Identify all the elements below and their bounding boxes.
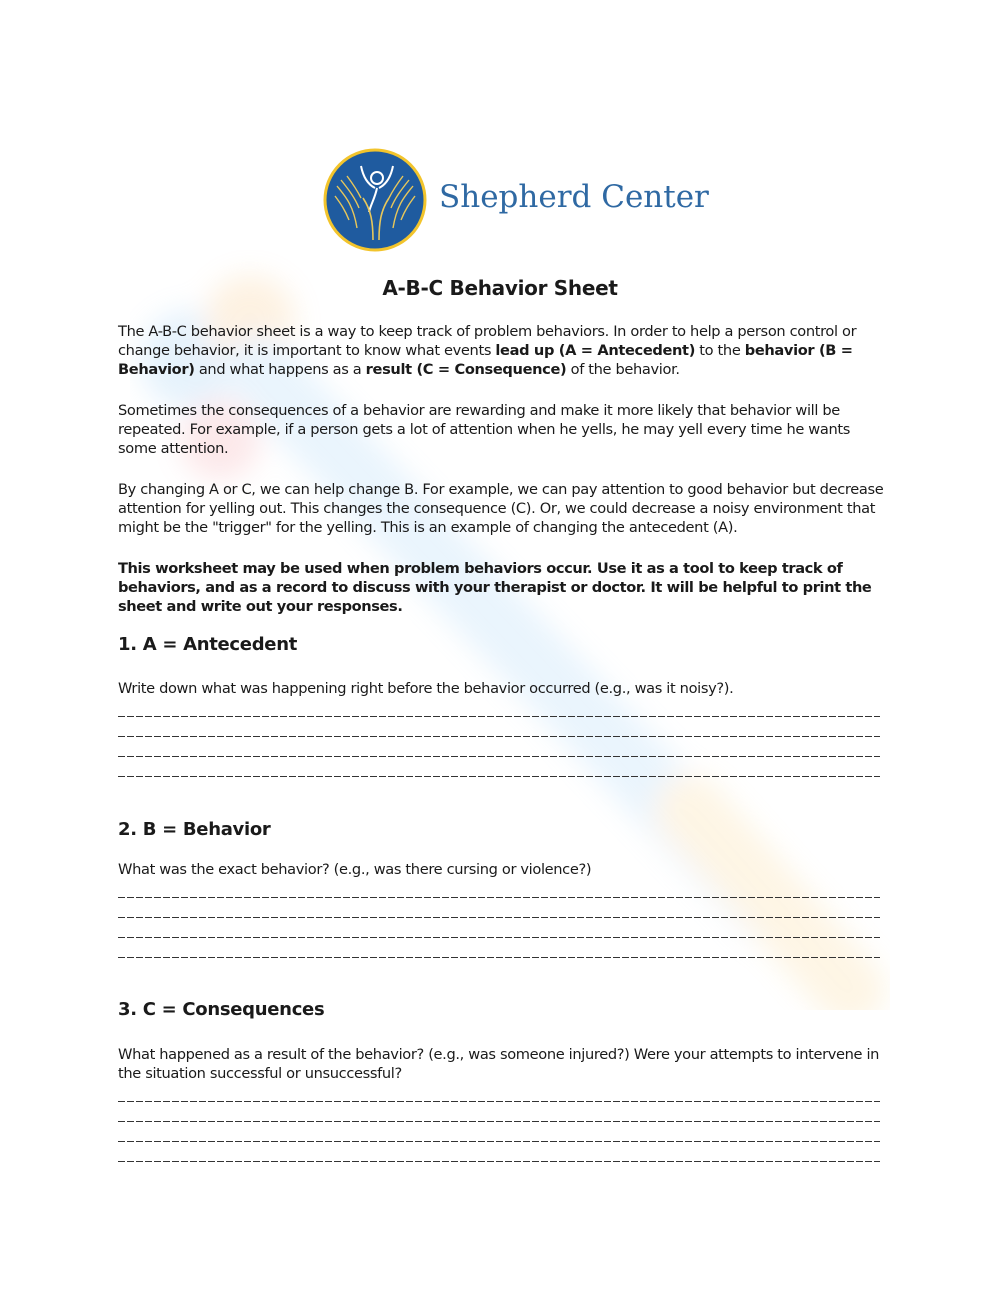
text-span: to the — [695, 342, 745, 359]
text-span: and what happens as a — [194, 361, 366, 378]
section-prompt-consequences: What happened as a result of the behavior? (e.g., was someone injured?) Were your attempts to intervene in the situation successful or unsuccessful? — [118, 1046, 880, 1082]
hands-raising-person-icon — [323, 148, 427, 252]
section-heading-antecedent: 1. A = Antecedent — [118, 634, 298, 655]
answer-line[interactable] — [118, 722, 880, 742]
answer-line[interactable] — [118, 923, 880, 943]
answer-line[interactable] — [118, 762, 880, 782]
section-heading-behavior: 2. B = Behavior — [118, 819, 271, 840]
answer-line[interactable] — [118, 1127, 880, 1147]
org-name: Shepherd Center — [439, 179, 709, 215]
section-prompt-antecedent: Write down what was happening right before the behavior occurred (e.g., was it noisy?). — [118, 680, 734, 697]
answer-lines-consequences[interactable] — [118, 1087, 880, 1167]
answer-line[interactable] — [118, 1087, 880, 1107]
answer-line[interactable] — [118, 883, 880, 903]
page-title: A-B-C Behavior Sheet — [382, 276, 618, 300]
answer-line[interactable] — [118, 903, 880, 923]
section-heading-consequences: 3. C = Consequences — [118, 999, 325, 1020]
behavior-emphasis: behavior (B = Behavior) — [118, 342, 853, 378]
answer-line[interactable] — [118, 702, 880, 722]
intro-paragraph-3: By changing A or C, we can help change B. For example, we can pay attention to good behavior but decrease attention for yelling out. This changes the consequence (C). Or, we could decrease a noisy environment that might be the "trigger" for the yelling. This is an example of changing the antecedent (A). — [118, 481, 884, 536]
answer-line[interactable] — [118, 742, 880, 762]
intro-paragraph-1 — [118, 322, 888, 379]
answer-lines-antecedent[interactable] — [118, 702, 880, 782]
shepherd-center-logo — [323, 147, 709, 253]
text-span: of the behavior. — [566, 361, 680, 378]
answer-line[interactable] — [118, 1147, 880, 1167]
answer-line[interactable] — [118, 1107, 880, 1127]
section-prompt-behavior: What was the exact behavior? (e.g., was there cursing or violence?) — [118, 861, 592, 878]
text-span: The A-B-C behavior sheet is a way to keep track of problem behaviors. In order to help a person control or change behavior, it is important to know what events — [118, 323, 857, 359]
worksheet-instructions: This worksheet may be used when problem behaviors occur. Use it as a tool to keep track of behaviors, and as a record to discuss with your therapist or doctor. It will be helpful to print the sheet and write out your responses. — [118, 560, 872, 615]
consequence-emphasis: result (C = Consequence) — [365, 361, 567, 378]
antecedent-emphasis: lead up (A = Antecedent) — [495, 342, 696, 359]
intro-paragraph-2: Sometimes the consequences of a behavior are rewarding and make it more likely that behavior will be repeated. For example, if a person gets a lot of attention when he yells, he may yell every time he wants some attention. — [118, 402, 850, 457]
answer-lines-behavior[interactable] — [118, 883, 880, 963]
answer-line[interactable] — [118, 943, 880, 963]
